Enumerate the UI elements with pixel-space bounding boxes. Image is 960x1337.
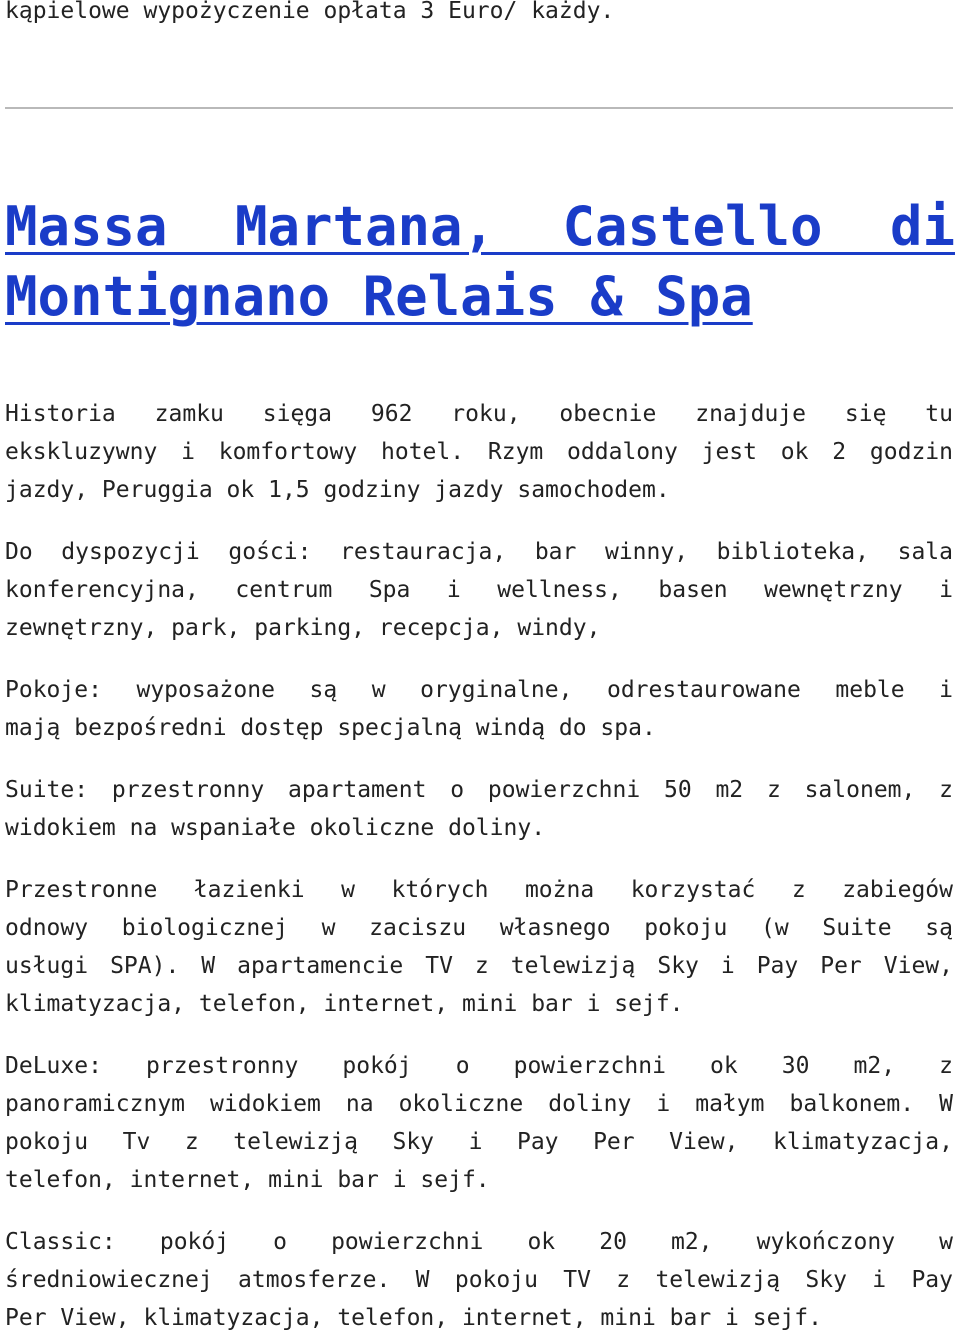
paragraph-line: Przestronne łazienki w których można korzystać z zabiegów [5,877,953,903]
paragraph-line: odnowy biologicznej w zaciszu własnego pokoju (w Suite są [5,915,953,941]
deluxe-paragraph [5,1047,953,1199]
paragraph-line: jazdy, Peruggia ok 1,5 godziny jazdy samochodem. [5,477,670,503]
bathrooms-paragraph [5,871,953,1023]
section-divider [5,107,953,109]
paragraph-line: średniowiecznej atmosferze. W pokoju TV z telewizją Sky i Pay [5,1267,953,1293]
paragraph-line: Do dyspozycji gości: restauracja, bar winny, biblioteka, sala [5,539,953,565]
paragraph-line: Historia zamku sięga 962 roku, obecnie znajduje się tu [5,401,953,427]
hotel-title-line[interactable]: Montignano Relais & Spa [5,265,753,328]
paragraph-line: panoramicznym widokiem na okoliczne doliny i małym balkonem. W [5,1091,953,1117]
paragraph-line: ekskluzywny i komfortowy hotel. Rzym oddalony jest ok 2 godzin [5,439,953,465]
suite-paragraph [5,771,953,847]
paragraph-line: klimatyzacja, telefon, internet, mini bar i sejf. [5,991,684,1017]
paragraph-line: zewnętrzny, park, parking, recepcja, windy, [5,615,601,641]
paragraph-line: usługi SPA). W apartamencie TV z telewizją Sky i Pay Per View, [5,953,953,979]
paragraph-line: mają bezpośredni dostęp specjalną windą do spa. [5,715,656,741]
paragraph-line: telefon, internet, mini bar i sejf. [5,1167,490,1193]
history-paragraph [5,395,953,509]
classic-paragraph [5,1223,953,1337]
previous-section-fragment: kąpielowe wypożyczenie opłata 3 Euro/ każdy. [5,0,615,24]
paragraph-line: widokiem na wspaniałe okoliczne doliny. [5,815,546,841]
paragraph-line: Classic: pokój o powierzchni ok 20 m2, wykończony w [5,1229,953,1255]
hotel-title-link[interactable] [5,192,955,332]
paragraph-line: Per View, klimatyzacja, telefon, internet, mini bar i sejf. [5,1305,822,1331]
paragraph-line: pokoju Tv z telewizją Sky i Pay Per View, klimatyzacja, [5,1129,953,1155]
paragraph-line: Pokoje: wyposażone są w oryginalne, odrestaurowane meble i [5,677,953,703]
facilities-paragraph [5,533,953,647]
paragraph-line: Suite: przestronny apartament o powierzchni 50 m2 z salonem, z [5,777,953,803]
hotel-title-line[interactable]: Massa Martana, Castello di [5,195,955,258]
paragraph-line: konferencyjna, centrum Spa i wellness, basen wewnętrzny i [5,577,953,603]
paragraph-line: DeLuxe: przestronny pokój o powierzchni ok 30 m2, z [5,1053,953,1079]
rooms-paragraph [5,671,953,747]
